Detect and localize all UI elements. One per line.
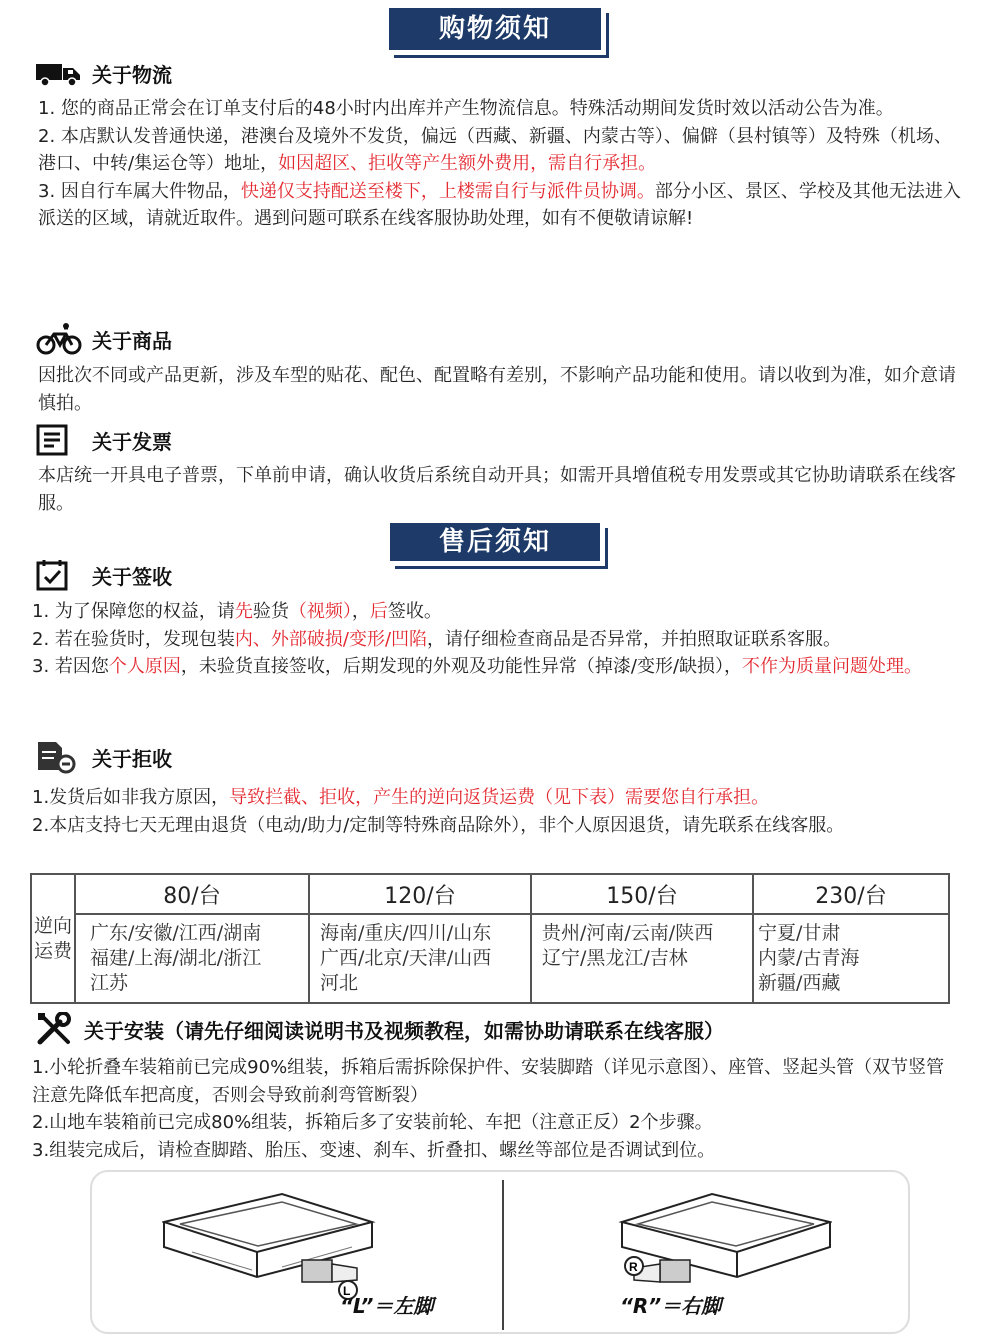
signing-p1-text-a: 1. 为了保障您的权益，请: [32, 601, 235, 622]
region-line: 内蒙/古青海: [758, 947, 860, 969]
fee-price-120: 120/台: [309, 874, 531, 914]
logistics-p3-text-a: 3. 因自行车属大件物品，: [38, 180, 241, 202]
region-line: 新疆/西藏: [758, 972, 841, 994]
logistics-title: 关于物流: [92, 62, 172, 87]
region-line: 河北: [320, 972, 359, 994]
aftersale-banner: [390, 523, 600, 561]
signing-p3-text-a: 3. 若因您: [32, 656, 109, 677]
reject-heading: [36, 740, 172, 774]
invoice-text: 本店统一开具电子普票，下单前申请，确认收货后系统自动开具；如需开具增值税专用发票或其它协助请联系在线客服。: [38, 465, 956, 514]
invoice-heading: [36, 423, 172, 457]
reject-text: [32, 784, 962, 839]
signing-p1-red-2: （视频）: [288, 601, 352, 622]
signing-p2-text-a: 2. 若在验货时，发现包装: [32, 628, 235, 650]
bicycle-icon: [36, 322, 84, 356]
region-line: 海南/重庆/四川/山东: [320, 922, 492, 944]
region-line: 贵州/河南/云南/陕西: [542, 922, 714, 944]
logistics-p2: [38, 123, 962, 178]
signing-p1-text-c: ，: [351, 601, 370, 622]
fee-regions-80: [75, 914, 309, 1003]
product-title: 关于商品: [92, 328, 172, 353]
install-text: [32, 1054, 962, 1164]
truck-icon: [36, 56, 84, 90]
fee-regions-150: [531, 914, 753, 1003]
left-pedal-illustration: [162, 1192, 382, 1302]
logistics-heading: [36, 56, 172, 90]
return-shipping-fee-table: [30, 873, 950, 1004]
logistics-p3: [38, 178, 962, 233]
fee-price-80: 80/台: [75, 874, 309, 914]
fee-price-230: 230/台: [753, 874, 949, 914]
signing-p2-red: 内、外部破损/变形/凹陷: [234, 628, 428, 650]
fee-table-region-row: [31, 914, 949, 1003]
logistics-p3-red: 快递仅支持配送至楼下，上楼需自行与派件员协调。: [240, 180, 655, 202]
reject-p1-red: 导致拦截、拒收，产生的逆向返货运费（见下表）需要您自行承担。: [229, 787, 770, 808]
fee-price-150: 150/台: [531, 874, 753, 914]
signing-p1-text-d: 签收。: [387, 601, 442, 622]
install-p1: 1.小轮折叠车装箱前已完成90%组装，拆箱后需拆除保护件、安装脚踏（详见示意图）、座管、竖起头管（双节竖管注意先降低车把高度，否则会导致前刹弯管断裂）: [32, 1057, 945, 1106]
reject-p2: 2.本店支持七天无理由退货（电动/助力/定制等特殊商品除外），非个人原因退货，请先联系在线客服。: [32, 814, 845, 836]
signing-p1-text-b: 验货: [252, 601, 289, 622]
signing-p2-text-b: ，请仔细检查商品是否异常，并拍照取证联系客服。: [427, 628, 842, 650]
product-heading: [36, 322, 172, 356]
logistics-p2-text: 2. 本店默认发普通快递，港澳台及境外不发货，偏远（西藏、新疆、内蒙古等）、偏僻（县村镇等）及特殊（机场、港口、中转/集运仓等）地址，: [38, 125, 952, 174]
purchase-banner: [389, 8, 601, 50]
aftersale-banner-title: 售后须知: [390, 523, 600, 561]
signing-p1: [32, 598, 962, 626]
right-pedal-caption: “R”＝右脚: [620, 1294, 722, 1318]
signing-p1-red-1: 先: [234, 601, 253, 622]
purchase-banner-title: 购物须知: [389, 8, 601, 50]
signing-p3: [32, 653, 962, 681]
reject-document-icon: [36, 740, 84, 774]
region-line: 江苏: [90, 972, 129, 994]
reject-p1-text: 1.发货后如非我方原因，: [32, 787, 230, 808]
right-mark: R: [629, 1260, 638, 1274]
wrench-screwdriver-icon: [36, 1012, 76, 1046]
install-p2: 2.山地车装箱前已完成80%组装，拆箱后多了安装前轮、车把（注意正反）2个步骤。: [32, 1112, 713, 1133]
logistics-p3-text-b: 部分小区、景区、学校及其他无法进入派送的区域，请就近取件。遇到问题可联系在线客服协助处理，如有不便敬请谅解!: [38, 180, 961, 229]
region-line: 广东/安徽/江西/湖南: [90, 922, 262, 944]
region-line: 广西/北京/天津/山西: [320, 947, 492, 969]
region-line: 辽宁/黑龙江/吉林: [542, 947, 688, 969]
diagram-divider: [502, 1180, 504, 1330]
signing-p1-red-3: 后: [369, 601, 388, 622]
pedal-diagram: [90, 1170, 910, 1334]
left-pedal-caption: “L”＝左脚: [340, 1294, 434, 1318]
fee-regions-120: [309, 914, 531, 1003]
right-pedal-illustration: [612, 1192, 832, 1302]
signing-p3-red-2: 不作为质量问题处理。: [742, 656, 923, 677]
checklist-icon: [36, 558, 84, 592]
signing-title: 关于签收: [92, 564, 172, 589]
fee-table-header-row: [31, 874, 949, 914]
signing-heading: [36, 558, 172, 592]
signing-text: [32, 598, 962, 681]
install-title: 关于安装（请先仔细阅读说明书及视频教程，如需协助请联系在线客服）: [84, 1018, 724, 1043]
install-p3: 3.组装完成后，请检查脚踏、胎压、变速、刹车、折叠扣、螺丝等部位是否调试到位。: [32, 1139, 716, 1161]
reject-title: 关于拒收: [92, 746, 172, 771]
invoice-icon: [36, 423, 84, 457]
install-heading: [36, 1012, 724, 1046]
region-line: 宁夏/甘肃: [758, 922, 841, 944]
signing-p3-text-b: ，未验货直接签收，后期发现的外观及功能性异常（掉漆/变形/缺损），: [180, 656, 743, 677]
region-line: 福建/上海/湖北/浙江: [90, 947, 262, 969]
fee-regions-230: [753, 914, 949, 1003]
signing-p2: [32, 626, 962, 654]
product-text: 因批次不同或产品更新，涉及车型的贴花、配色、配置略有差别，不影响产品功能和使用。请以收到为准，如介意请慎拍。: [38, 365, 956, 414]
logistics-p2-red: 如因超区、拒收等产生额外费用，需自行承担。: [278, 153, 657, 174]
reject-p1: [32, 784, 962, 812]
logistics-p1: 1. 您的商品正常会在订单支付后的48小时内出库并产生物流信息。特殊活动期间发货时效以活动公告为准。: [38, 98, 894, 119]
invoice-title: 关于发票: [92, 429, 172, 454]
logistics-text: [38, 95, 962, 233]
signing-p3-red-1: 个人原因: [108, 656, 181, 677]
left-mark: L: [343, 1284, 351, 1298]
fee-table-label: 逆向运费: [31, 874, 75, 1003]
